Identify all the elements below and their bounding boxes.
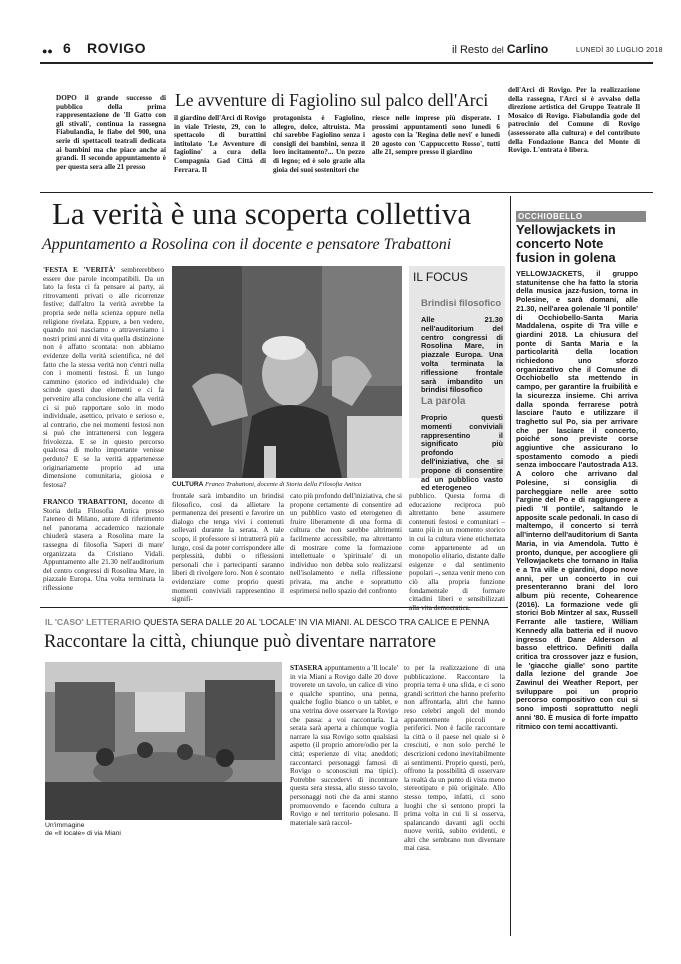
caption-text: Franco Trabattoni, docente di Storia della Filosofia Antica bbox=[205, 481, 362, 488]
issue-date: LUNEDÌ 30 LUGLIO 2018 bbox=[576, 47, 663, 54]
bottom-headline: Raccontare la città, chiunque può diventare narratore bbox=[44, 632, 436, 652]
main-bio bbox=[43, 498, 164, 590]
bottom-kicker-caso: IL 'CASO' LETTERARIO bbox=[45, 617, 142, 627]
focus-text-parola: Proprio questi momenti conviviali rappresentino il significato più profondo dell'iniziativa, che si propone di consentire ad un pubblico vasto ed eterogeneo bbox=[421, 413, 503, 493]
side-kicker: OCCHIOBELLO bbox=[516, 211, 646, 222]
side-headline: Yellowjackets in concerto Note fusion in golena bbox=[516, 222, 616, 265]
main-lead bbox=[43, 266, 164, 488]
side-column-rule bbox=[510, 196, 511, 936]
locale-photo bbox=[45, 662, 282, 820]
bottom-col-a bbox=[290, 664, 398, 896]
page-number: 6 bbox=[63, 40, 71, 56]
top-story-col3: protagonista è Fagiolino, allegro, dolce, altruista. Ma chi sarebbe Fagiolino senza i consigli dei bambini, senza il loro incitamento?... Un pezzo di legno; ed è solo grazie alla gioia dei suoi sostenitori che bbox=[273, 114, 365, 174]
bottom-col-a-text: appuntamento a 'Il locale' in via Miani a Rovigo dalle 20 dove troverete un tavolo, un calice di vino e qualche spuntino, una penna, qualche foglio bianco o un tablet, e una vetrina dove osservare la Rovigo che passa: a voi raccontarla. La serata sarà aperta a chiunque voglia narrare la sua Rovigo sotto qualsiasi aspetto (il proprio amore/odio per la città; esperienze di vita; aneddoti; raccontarci personaggi famosi di Rovigo o sconosciuti ma tipici). Potrebbe succedervi di incontrare questa sera stessa, allo stesso tavolo, personaggi noti che da anni stanno promuovendo e facendo cultura a Rovigo e nel territorio polesano. Il materiale sarà raccol- bbox=[290, 664, 399, 827]
header-rule bbox=[40, 62, 653, 64]
masthead bbox=[452, 42, 548, 56]
main-col-d: pubblico. Questa forma di educazione reciproca può altrettanto bene assumere contenuti festosi e comunitari – tanto più in un momento storico in cui la cultura viene etichettata come appartenente ad un monopolio elitario, distante dalle esigenze e dal sentimento popolari –, senza venir meno con ciò alla propria funzione fondamentale di formare cittadini liberi e sensibilizzati bbox=[409, 492, 505, 604]
masthead-del: del bbox=[491, 45, 504, 55]
main-col-c: cato più profondo dell'iniziativa, che si propone certamente di consentire ad un pubblico vasto ed eterogeneo di fruire liberamente di una forma di cultura che non sarebbe altrimenti facilmente accessibile, ma altrettanto di mostrare come la formazione intellettuale e 'spirituale' di un individuo non debba solo realizzarsi nell'isolamento e nella riflessione privata, ma anche e soprattutto esprimersi nello spazio del confronto bbox=[290, 492, 402, 595]
masthead-carlino: Carlino bbox=[506, 42, 549, 56]
bottom-kicker-detail: QUESTA SERA DALLE 20 AL 'LOCALE' IN VIA MIANI. AL DESCO TRA CALICE E PENNA bbox=[143, 617, 490, 627]
bottom-caption-line2: de «Il locale» di via Miani bbox=[45, 830, 121, 837]
top-story-col5: dell'Arci di Rovigo. Per la realizzazione della rassegna, l'Arci si è avvalso della direzione artistica del Gruppo Teatrale Il Mosaico di Rovigo. Fiabulandia gode del patrocinio del Comune di Rovigo (assessorato alla cultura) e del contributo della Fondazione Banca del Monte di Rovigo. L'entrata è libera. bbox=[508, 86, 640, 155]
caption-label: CULTURA bbox=[172, 481, 204, 488]
top-story-col2: il giardino dell'Arci di Rovigo in viale Trieste, 29, con lo spettacolo di burattini intitolato 'Le Avventure di fagiolino' a cura della Compagnia Gad Città di Ferrara. Il bbox=[174, 114, 266, 174]
top-story-lead: DOPO il grande successo di pubblico della prima rappresentazione de 'Il Gatto con gli stivali', continua la rassegna Fiabulandia, le fiabe del 900, una serie di spettacoli teatrali dedicata ai bambini ma che piace anche ai grandi. Il secondo appuntamento è per questa sera alle 21 presso bbox=[56, 94, 166, 171]
top-story-rule bbox=[40, 192, 653, 193]
main-lead-text: sembrerebbero essere due parole incompatibili. Da un lato la festa ci fa pensare ai party, ai ritrovamenti privati o alle ricorrenze festive; dall'altro la verità avrebbe la propria sede nella scienza oppure nella religione rivelata. Eppure, a ben vedere, quando noi nasciamo e attraversiamo i nostri primi anni di vita quella distinzione non è affatto scontata: non abbiamo evidenze della verità scientifica, né del fatto che la stessa verità non c'entri nulla con i momenti festosi. È un lungo cammino (storico ed individuale) che scinde questi due elementi e ci fa pervenire alla conclusione che alla verità ci si può rapportare solo in modo individuale, asettico, privato e serioso e, al contrario, che nei momenti festosi non si può che intrattenersi con leggera frivolezza. E se in questo percorso qualcosa di molto importante venisse perduto? E se la verità appartenesse originariamente proprio ad una dimensione comunitaria, gioiosa e festosa? bbox=[43, 266, 164, 489]
trabattoni-photo-image bbox=[172, 266, 402, 478]
masthead-il-resto: il Resto bbox=[452, 44, 489, 56]
focus-heading-brindisi: Brindisi filosofico bbox=[421, 298, 502, 309]
bottom-col-a-lead: STASERA bbox=[290, 664, 323, 672]
main-bio-text: docente di Storia della Filosofia Antica presso l'ateneo di Milano, autore di riferimento nel panorama accademico nazionale chiuderà stasera a Rosolina mare la rassegna di filosofia 'Saperi di mare' organizzata da Cristiano Vidali. Appuntamento alle 21.30 nell'auditorium del centro congressi di Rosolina Mare, in piazzale Europa. Una volta terminata la riflessione bbox=[43, 498, 164, 592]
focus-title: IL FOCUS bbox=[413, 270, 468, 284]
trabattoni-photo bbox=[172, 266, 402, 478]
focus-heading-parola: La parola bbox=[421, 396, 466, 407]
focus-box bbox=[409, 266, 505, 493]
main-photo-caption bbox=[172, 481, 408, 489]
side-text: YELLOWJACKETS, il gruppo statunitense che ha fatto la storia della musica jazz-fusion, torna in Polesine, e sarà domani, alle 21.30, nell'area golenale 'Il pontile' di Occhiobello-Santa Maria Maddalena, ospite di Tra ville e giardini 2018. La chiusura del ponte di Santa Maria e la particolarità della location richiedono uno sforzo organizzativo che il Comune di Occhiobello sta mettendo in campo, per garantire la fruibilità e la sicurezza insieme. Chi arriva dalla sponda ferrarese potrà lasciare l'auto e utilizzare il traghetto sul Po, sia per arrivare che per lasciare il concerto, poiché sono previste corse aggiuntive che assicurano lo spostamento comodo a piedi senza imboccare l'autostrada A13. A coloro che arrivano dal Polesine, si consiglia di parcheggiare nelle aree sotto l'argine del Po e di raggiungere a piedi 'Il pontile', saltando le apposite scale pedonali. In caso di maltempo, il concerto si terrà all'interno dell'auditorium di Santa Maria, in via Amendola. Tutto è pronto, dunque, per accogliere gli Yellowjackets che tornano in Italia e a Tra ville e giardini, dopo nove anni, per un concerto in cui presenteranno brani del loro album più recente, Cohearence (2016). La formazione vede gli storici Bob Mintzer al sax, Russell Ferrante alle tastiere, William Kennedy alla batteria ed il nuovo ingresso di Dane Alderson al basso elettrico. Definiti dalla critica tra crossover jazz e fusion, le 'giacche gialle' sono partite dalla lezione del grande Joe Zawinul dei Weather Report, per sviluppare poi un proprio percorso compositivo con cui si sono imposti soprattutto negli anni '80. È musica di forte impatto ritmico con temi accattivanti. bbox=[516, 269, 638, 731]
bottom-story-rule bbox=[40, 607, 508, 608]
main-col-b: frontale sarà imbandito un brindisi filosofico, così da allietare la permanenza dei presenti e favorire un dialogo che tenga vivi i contenuti sollevati durante la serata. A tale scopo, il professore si intratterrà più a lungo, così da poter corrispondere alle perplessità, dubbi o riflessioni personali che i partecipanti saranno liberi di rivolgere loro. Non è scontato evidenziare come proprio questi momenti conviviali rappresentino il signifi- bbox=[172, 492, 284, 604]
focus-text-brindisi: Alle 21.30 nell'auditorium del centro congressi di Rosolina Mare, in piazzale Europa. Una volta terminata la riflessione frontale sarà imbandito un brindisi filosofico bbox=[421, 315, 503, 395]
bottom-caption-line1: Un'immagine bbox=[45, 822, 85, 829]
page-marker-icon: ●● bbox=[42, 46, 53, 56]
main-bio-name: FRANCO TRABATTONI, bbox=[43, 498, 128, 506]
section-label: ROVIGO bbox=[87, 40, 147, 56]
main-subhead: Appuntamento a Rosolina con il docente e pensatore Trabattoni bbox=[42, 236, 452, 253]
top-story-col4: riesce nelle imprese più disperate. I prossimi appuntamenti sono lunedì 6 agosto con la 'Regina delle nevi' e lunedì 20 agosto con 'Cappuccetto Rosso', tutti alle 21, sempre presso il giardino bbox=[372, 114, 500, 157]
bottom-kicker bbox=[45, 617, 505, 627]
bottom-photo-caption bbox=[45, 822, 195, 838]
main-headline: La verità è una scoperta collettiva bbox=[52, 196, 472, 231]
locale-photo-image bbox=[45, 662, 282, 820]
bottom-col-b: to per la realizzazione di una pubblicazione. Raccontare la propria terra è una sfida, e ci sono grandi scrittori che hanno preferito non affrontarla, altri che hanno reso celebri angoli del mondo apparentemente piccoli e periferici. Non è facile raccontare la città o il paese nel quale si è cresciuti, e non solo perché le descrizioni cedono inevitabilmente ai sentimenti. Proprio questi, però, offrono la possibilità di osservare la realtà da un punto di vista meno stereotipato e più originale. Allo stesso tempo, infatti, ci sono luoghi che si sentono propri la prima volta in cui li si osserva, spalancando davanti agli occhi nuove verità, subito evidenti, e altri che sembrano non diventare mai casa. bbox=[404, 664, 505, 853]
top-story-headline: Le avventure di Fagiolino sul palco dell'Arci bbox=[175, 90, 489, 110]
main-lead-kicker: 'FESTA E 'VERITÀ' bbox=[43, 266, 116, 274]
